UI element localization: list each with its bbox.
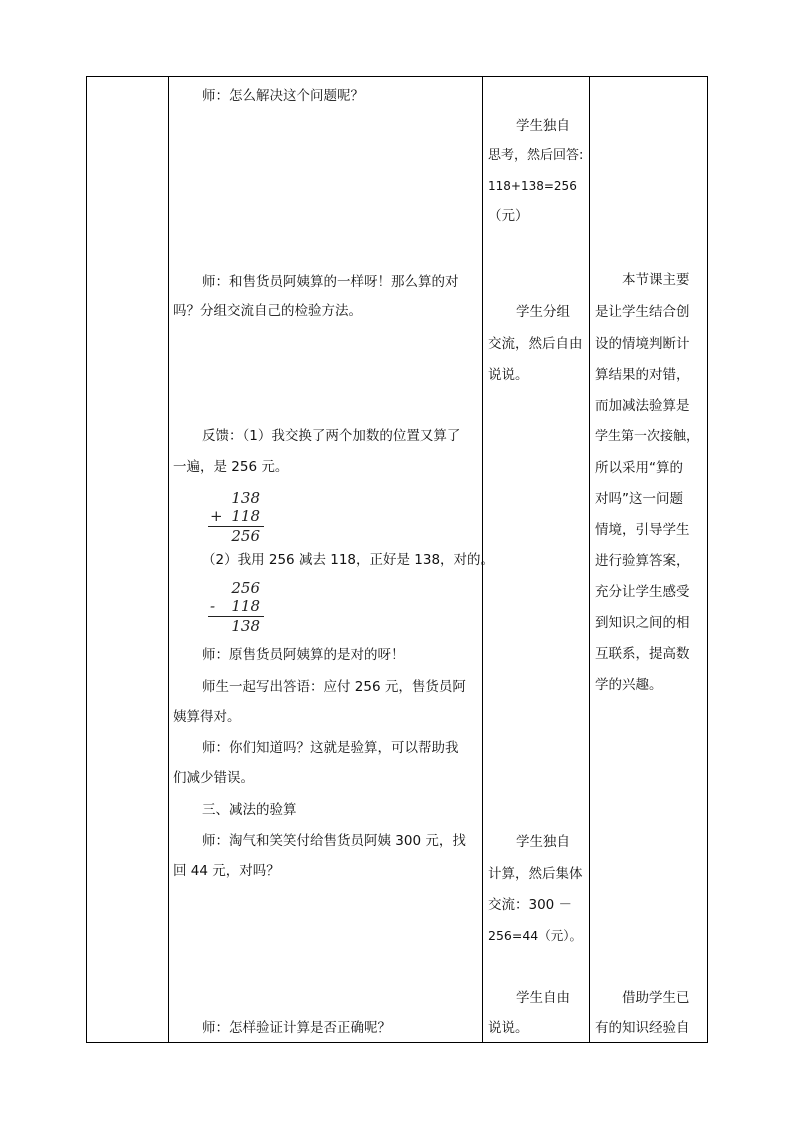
note-line: 而加减法验算是 <box>595 398 690 414</box>
calc-bottom-number: 118 <box>231 507 260 525</box>
vertical-addition-calc <box>208 490 270 550</box>
note-line: 对吗”这一问题 <box>595 491 683 507</box>
vertical-subtraction-calc <box>208 580 270 640</box>
note-line: 到知识之间的相 <box>595 615 690 631</box>
note-line: 充分让学生感受 <box>595 584 690 600</box>
note-line: 有的知识经验自 <box>595 1020 690 1036</box>
column-divider-3 <box>589 77 590 1042</box>
student-line: 118+138=256 <box>488 179 577 193</box>
teacher-line: 师：怎样验证计算是否正确呢？ <box>202 1020 391 1036</box>
calc-result: 256 <box>231 527 260 545</box>
note-line: 情境，引导学生 <box>595 522 690 538</box>
student-line: 学生自由 <box>516 990 570 1006</box>
calc-top-number: 138 <box>231 489 260 507</box>
teacher-line: 师：原售货员阿姨算的是对的呀！ <box>202 647 405 663</box>
note-line: 设的情境判断计 <box>595 336 690 352</box>
calc-result: 138 <box>231 617 260 635</box>
feedback-line: 反馈：（1）我交换了两个加数的位置又算了 <box>202 428 461 444</box>
student-line: （元） <box>488 208 529 224</box>
note-line: 算结果的对错， <box>595 367 690 383</box>
note-line: 借助学生已 <box>622 990 690 1006</box>
note-line: 学生第一次接触， <box>595 429 700 444</box>
teacher-line: 回 44 元，对吗？ <box>173 863 280 879</box>
teacher-line: 师：你们知道吗？这就是验算，可以帮助我 <box>202 740 459 756</box>
student-line: 说说。 <box>488 1020 529 1036</box>
note-line: 进行验算答案， <box>595 553 690 569</box>
teacher-question-1: 师：怎么解决这个问题呢？ <box>202 88 364 104</box>
teacher-line: 师：和售货员阿姨算的一样呀！那么算的对 <box>202 274 459 290</box>
student-line: 说说。 <box>488 367 529 383</box>
section-heading: 三、减法的验算 <box>202 802 297 818</box>
student-line: 学生独自 <box>516 118 570 134</box>
student-line: 计算，然后集体 <box>488 866 583 882</box>
note-line: 本节课主要 <box>622 272 690 288</box>
student-line: 学生独自 <box>516 834 570 850</box>
student-line: 思考，然后回答: <box>488 148 584 163</box>
teacher-line: 师：淘气和笑笑付给售货员阿姨 300 元，找 <box>202 833 466 849</box>
feedback-line: （2）我用 256 减去 118，正好是 138，对的。 <box>202 552 495 568</box>
calc-operator: + <box>210 507 223 525</box>
calc-bottom-number: 118 <box>231 597 260 615</box>
student-line: 256=44（元）。 <box>488 928 582 943</box>
teacher-line: 姨算得对。 <box>173 709 241 725</box>
student-line: 交流：300 － <box>488 897 573 913</box>
teacher-line: 师生一起写出答语：应付 256 元，售货员阿 <box>202 679 466 695</box>
feedback-line: 一遍，是 256 元。 <box>173 459 289 475</box>
calc-top-number: 256 <box>231 579 260 597</box>
teacher-line: 吗？分组交流自己的检验方法。 <box>173 303 362 319</box>
note-line: 所以采用“算的 <box>595 460 683 476</box>
calc-operator: - <box>210 597 216 615</box>
student-line: 交流，然后自由 <box>488 336 583 352</box>
note-line: 互联系，提高数 <box>595 646 690 662</box>
note-line: 学的兴趣。 <box>595 677 663 693</box>
note-line: 是让学生结合创 <box>595 304 690 320</box>
column-divider-1 <box>168 77 169 1042</box>
teacher-line: 们减少错误。 <box>173 770 254 786</box>
student-line: 学生分组 <box>516 304 570 320</box>
